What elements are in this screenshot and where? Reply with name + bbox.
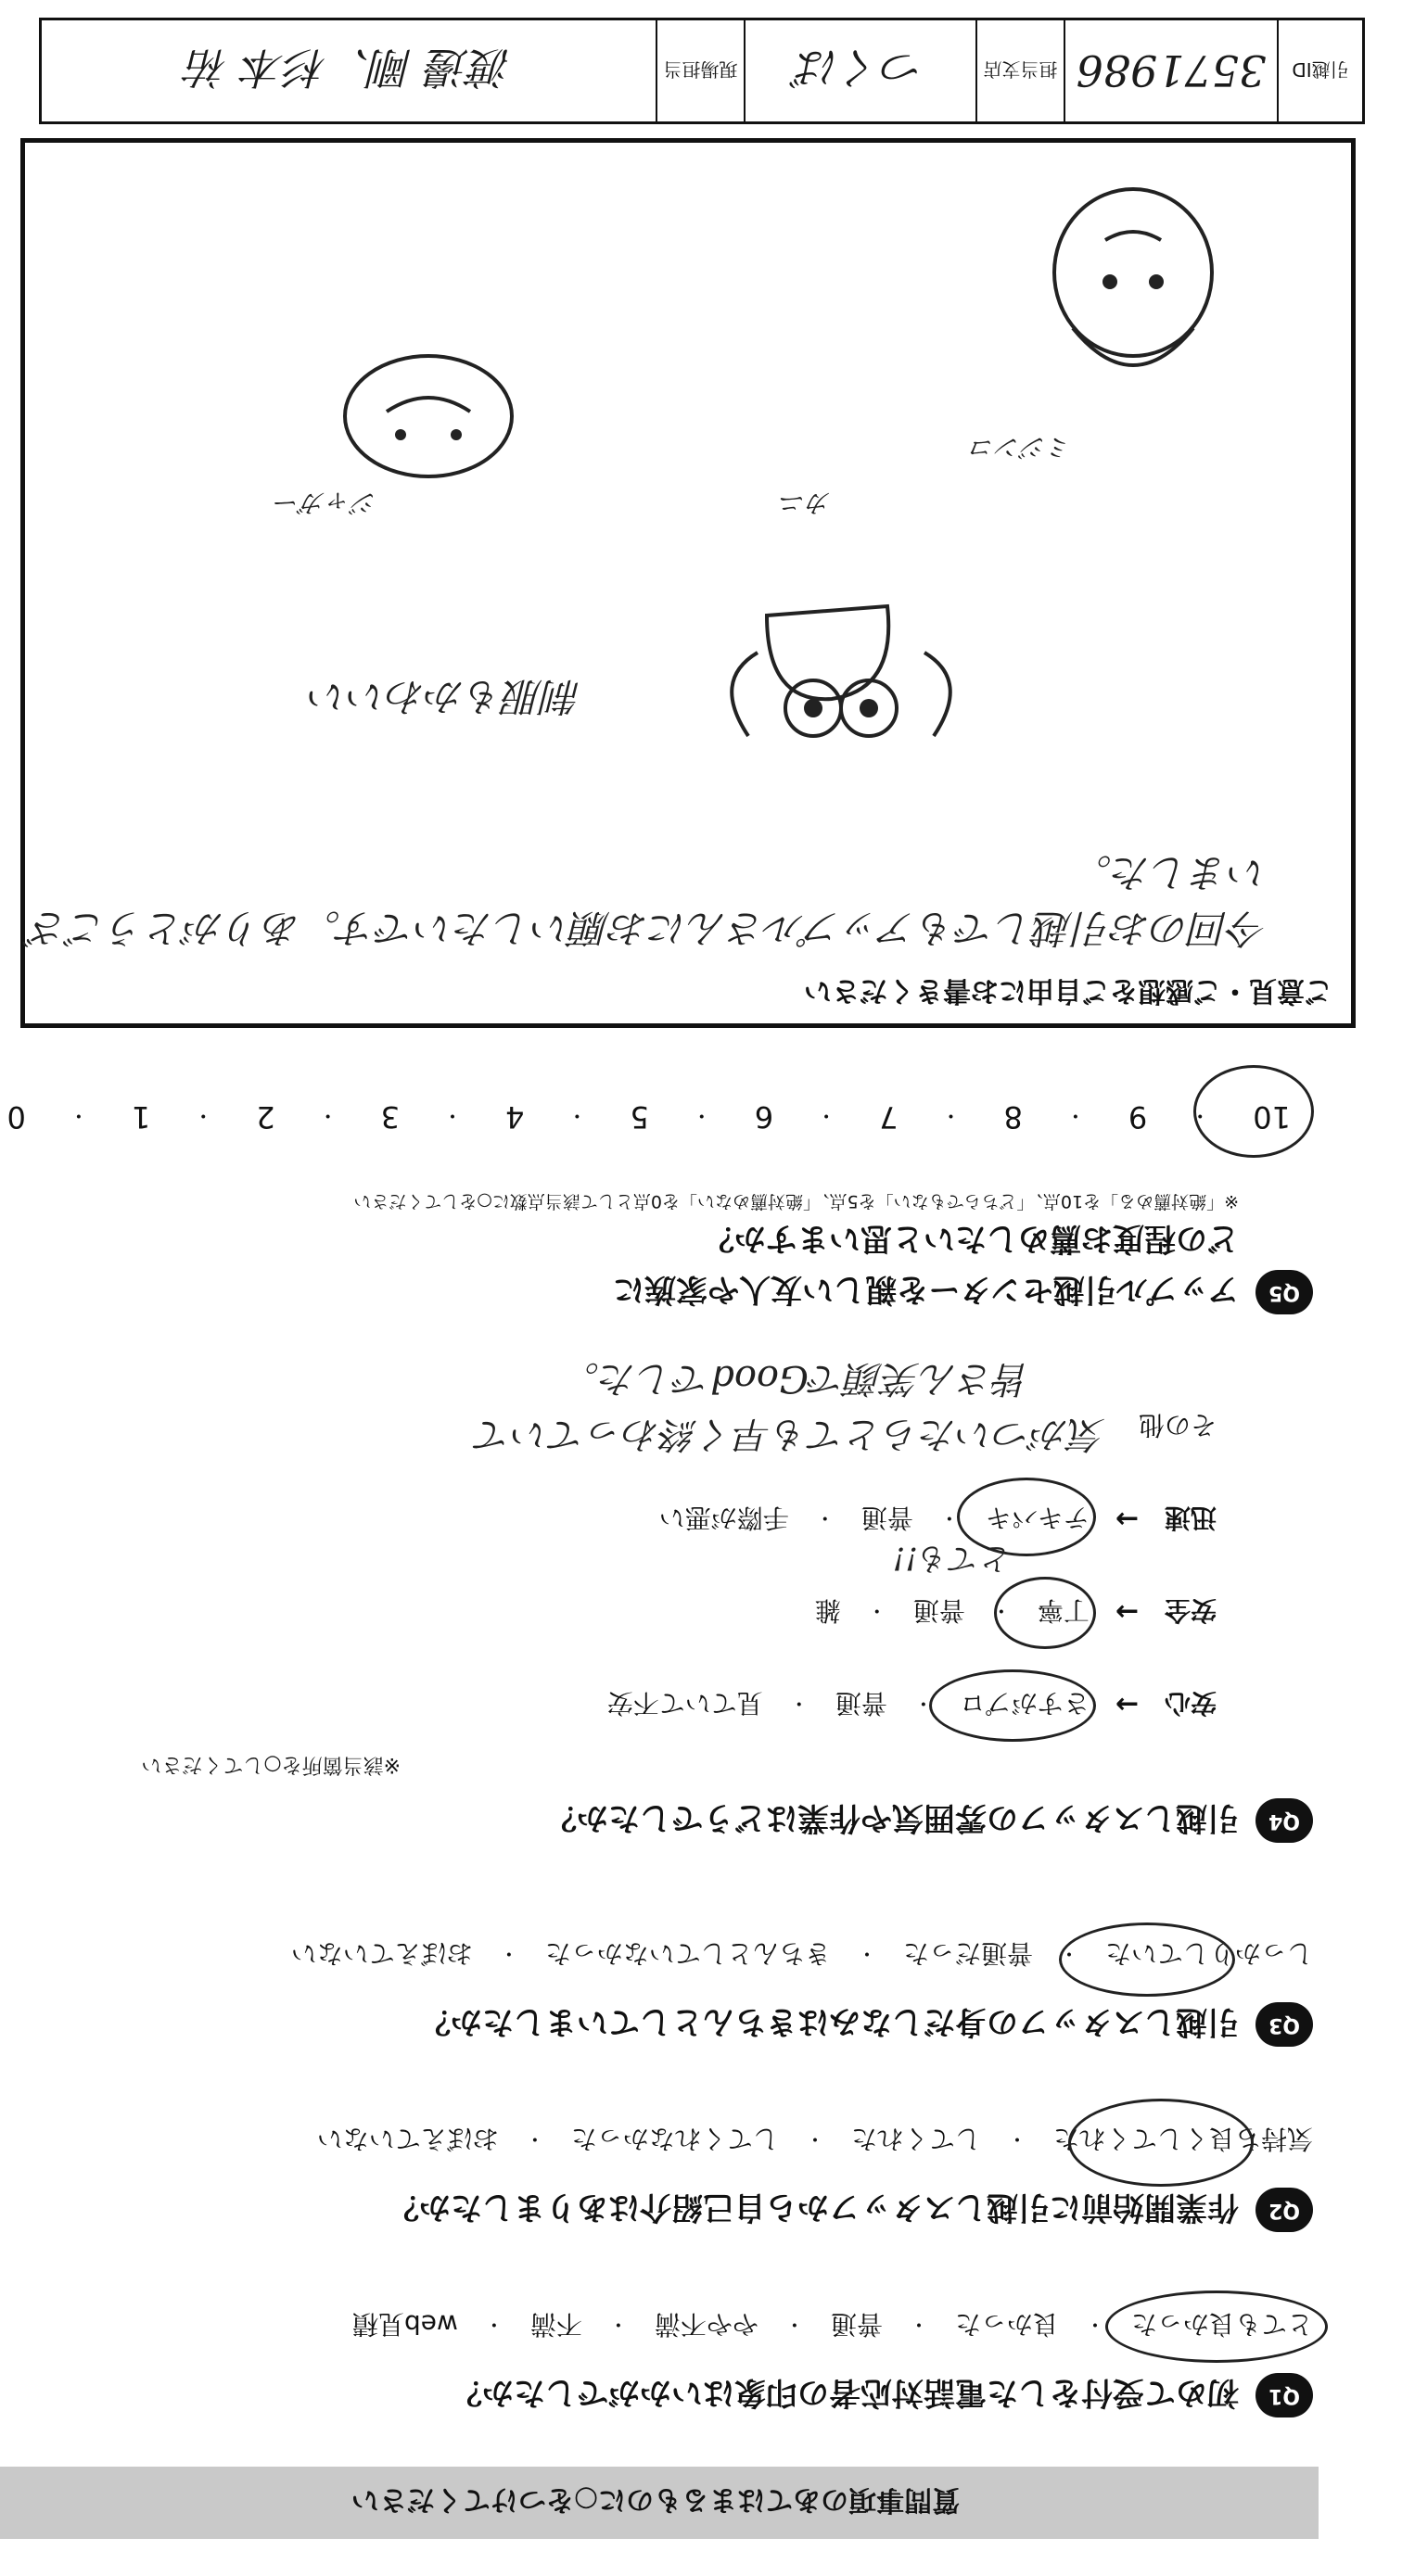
q4-option[interactable]: 普通 (912, 1595, 965, 1626)
q4-anzen-circle (994, 1577, 1096, 1649)
q5-question (613, 1270, 1313, 1315)
q1-option[interactable]: web見積 (351, 2309, 458, 2340)
q4-anshin-circle (929, 1669, 1096, 1742)
instruction-text: 質問事項のあてはまるものに○をつけてください (350, 2483, 961, 2516)
q4-other-line2: 皆さん笑顔でGoodでした。 (562, 1357, 1031, 1400)
q4-option[interactable]: さすがプロ (959, 1688, 1090, 1719)
q4-row-label: 安心 (1164, 1688, 1217, 1719)
crab-label: カニ (779, 488, 832, 518)
q1-options: とても良かった ・ 良かった ・ 普通 ・ やや不満 ・ 不満 ・ web見積 (352, 2307, 1313, 2344)
q5-score[interactable]: 8 (1003, 1099, 1023, 1135)
q5-score[interactable]: 5 (630, 1099, 649, 1135)
character-doodle (1026, 171, 1240, 412)
crab-doodle (665, 514, 999, 792)
q3-options: しっかりしていた ・ 普通だった ・ きちんとしていなかった ・ おぼえていない (291, 1936, 1313, 1973)
q5-text-line2: どの程度お薦めしたいと思いますか？ (703, 1220, 1239, 1257)
q3-option[interactable]: おぼえていない (290, 1938, 473, 1969)
q3-selection-circle (1059, 1922, 1235, 1997)
q2-text: 作業開始前に引越しスタッフから自己紹介はありましたか？ (388, 2189, 1239, 2226)
q2-option[interactable]: してくれた (850, 2124, 981, 2154)
q3-option[interactable]: 普通だった (902, 1938, 1033, 1969)
q2-option[interactable]: 気持ち良くしてくれた (1052, 2124, 1313, 2154)
q5-badge: Q5 (1255, 1271, 1313, 1315)
staff-value: 渡邊 剛、杉本 祐 (42, 20, 657, 121)
id-label: 引越ID (1292, 58, 1349, 81)
q5-score[interactable]: 0 (6, 1099, 26, 1135)
arrow-icon: → (1115, 1595, 1139, 1629)
q5-text-line1: アップル引越センターを親しい友人や家族に (613, 1271, 1239, 1308)
q4-option[interactable]: テキパキ (985, 1503, 1090, 1533)
q4-note: ※該当箇所を○してください (141, 1753, 401, 1776)
q2-option[interactable]: おぼえていない (316, 2124, 499, 2154)
q4-text: 引越しスタッフの雰囲気や作業はどうでしたか？ (545, 1799, 1239, 1836)
q4-option[interactable]: 普通 (860, 1503, 913, 1533)
staff-label: 現場担当 (657, 20, 746, 121)
arrow-icon: → (1115, 1503, 1139, 1536)
q1-selection-circle (1105, 2290, 1328, 2363)
face-label: ジャガー (274, 488, 377, 518)
q4-row-anshin: 安心 → さすがプロ ・ 普通 ・ 見ていて不安 (607, 1686, 1217, 1723)
q2-option[interactable]: してくれなかった (570, 2124, 779, 2154)
q4-option[interactable]: 手際が悪い (658, 1503, 789, 1533)
q4-row-jinsoku: 迅速 → テキパキ ・ 普通 ・ 手際が悪い (659, 1501, 1217, 1538)
q5-score[interactable]: 3 (380, 1099, 401, 1135)
arrow-icon: → (1115, 1688, 1139, 1721)
q5-score[interactable]: 7 (879, 1099, 899, 1135)
q5-score[interactable]: 2 (256, 1099, 275, 1135)
q1-option[interactable]: 普通 (830, 2309, 883, 2340)
q5-selection-circle (1193, 1065, 1314, 1158)
q3-badge: Q3 (1255, 2003, 1313, 2048)
q3-question (419, 2002, 1313, 2048)
q2-options: 気持ち良くしてくれた ・ してくれた ・ してくれなかった ・ おぼえていない (317, 2122, 1313, 2159)
q3-option[interactable]: しっかりしていた (1104, 1938, 1313, 1969)
q2-badge: Q2 (1255, 2189, 1313, 2233)
q1-text: 初めて受付をした電話対応者の印象はいかがでしたか？ (451, 2374, 1239, 2411)
q1-option[interactable]: 良かった (954, 2309, 1059, 2340)
q4-badge: Q4 (1255, 1799, 1313, 1844)
q4-option[interactable]: 丁寧 (1037, 1595, 1090, 1626)
comment-heading: ご意見・ご感想をご自由にお書きください (804, 974, 1332, 1007)
q2-question (388, 2188, 1313, 2233)
q5-score[interactable]: 6 (754, 1099, 774, 1135)
q3-text: 引越しスタッフの身だしなみはきちんとしていましたか？ (419, 2003, 1239, 2040)
q5-score[interactable]: 9 (1128, 1099, 1148, 1135)
q4-option[interactable]: 見ていて不安 (606, 1688, 763, 1719)
q2-selection-circle (1068, 2099, 1254, 2187)
q4-other-line1: 気がついたらとても早く終わっていて (475, 1413, 1105, 1455)
face-doodle (322, 337, 535, 504)
q4-row-anzen: 安全 → 丁寧 ・ 普通 ・ 雑 (815, 1593, 1217, 1631)
q4-option[interactable]: 普通 (835, 1688, 887, 1719)
q1-badge: Q1 (1255, 2374, 1313, 2418)
q4-question (545, 1798, 1313, 1844)
branch-label: 担当支店 (977, 20, 1065, 121)
q1-option[interactable]: 不満 (529, 2309, 582, 2340)
q5-score[interactable]: 10 (1253, 1099, 1291, 1135)
q3-option[interactable]: きちんとしていなかった (544, 1938, 831, 1969)
comment-line1: 今回のお引越しでもアップルさんにお願いしたいです。ありがとうございました。 (28, 850, 1268, 951)
q5-score[interactable]: 4 (505, 1099, 525, 1135)
q4-option[interactable]: 雑 (814, 1595, 841, 1626)
q1-question (451, 2373, 1313, 2418)
q5-note: ※「絶対薦める」を10点、「どちらでもない」を5点、「絶対薦めない」を0点として該当点数に○をしてください (353, 1191, 1239, 1212)
instruction-band (0, 2467, 1319, 2539)
q1-option[interactable]: やや不満 (654, 2309, 758, 2340)
id-value: 3571986 (1065, 20, 1279, 121)
q4-row-label: 迅速 (1164, 1503, 1217, 1533)
q5-scale: 10 ・ 9 ・ 8 ・ 7 ・ 6 ・ 5 ・ 4 ・ 3 ・ 2 ・ 1 ・ 0 (6, 1099, 1291, 1135)
q5-score[interactable]: 1 (131, 1099, 151, 1135)
character-label: ミジンコ (969, 432, 1073, 463)
header-id-bar (39, 18, 1365, 124)
q4-row-label: 安全 (1164, 1595, 1217, 1626)
comment-box (20, 138, 1356, 1028)
comment-line2: 制服もかわいい (308, 674, 581, 719)
q4-handwritten-note: とても!! (892, 1540, 1013, 1577)
q1-option[interactable]: とても良かった (1130, 2309, 1313, 2340)
q4-other-label: その他 (1138, 1410, 1217, 1440)
branch-value: つくば (746, 20, 977, 121)
